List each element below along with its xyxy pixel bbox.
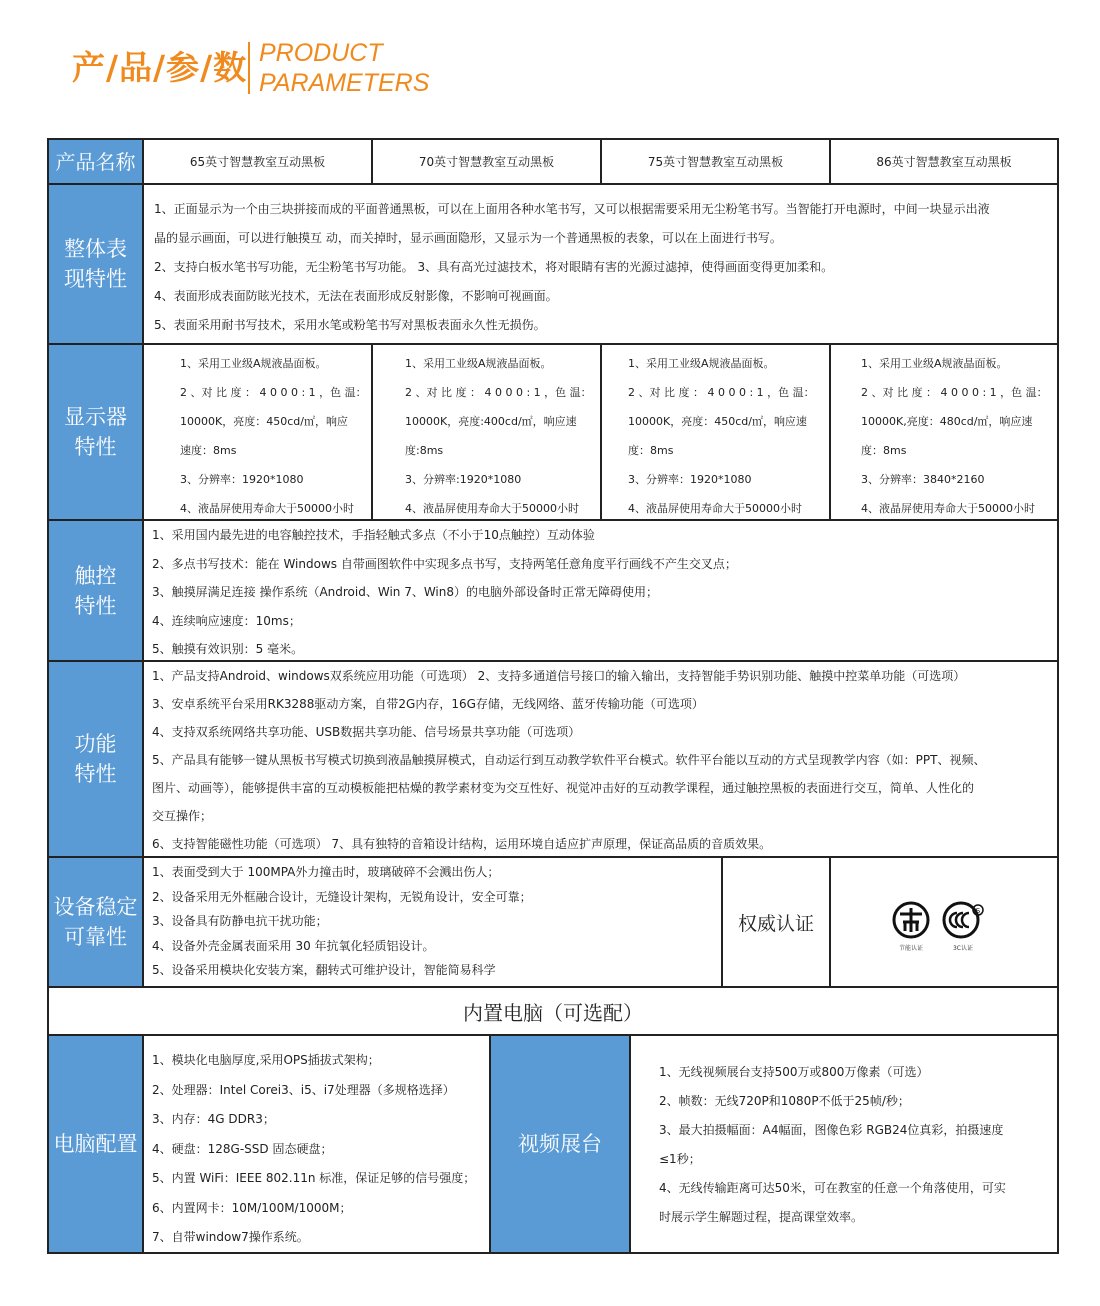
computer-line: 3、内存：4G DDR3； [152, 1112, 275, 1126]
display-line: 2 、对 比 度 ： 4 0 0 0 : 1 ，色 温： [628, 386, 815, 399]
cert-label: 权威认证 [723, 858, 831, 988]
touch-line: 5、触摸有效识别：5 毫米。 [152, 642, 304, 656]
touch-line: 4、连续响应速度：10ms； [152, 613, 301, 628]
overall-line: 1、正面显示为一个由三块拼接而成的平面普通黑板，可以在上面用各种水笔书写，又可以根据需要采用无尘粉笔书写。当智能打开电源时，中间一块显示出液 [154, 202, 990, 216]
function-line: 1、产品支持Android、windows双系统应用功能（可选项） 2、支持多通道信号接口的输入输出，支持智能手势识别功能、触摸中控菜单功能（可选项） [152, 669, 966, 683]
product-name-70: 70英寸智慧教室互动黑板 [373, 140, 602, 185]
video-line: 时展示学生解题过程，提高课堂效率。 [659, 1210, 864, 1224]
overall-content [144, 185, 1057, 345]
function-line: 5、产品具有能够一键从黑板书写模式切换到液晶触摸屏模式，自动运行到互动教学软件平台模式。软件平台能以互动的方式呈现教学内容（如：PPT、视频、 [152, 753, 986, 767]
computer-line: 4、硬盘：128G-SSD 固态硬盘； [152, 1141, 333, 1156]
overall-line: 2、支持白板水笔书写功能，无尘粉笔书写功能。 3、具有高光过滤技术，将对眼睛有害的光源过滤掉，使得画面变得更加柔和。 [154, 260, 834, 274]
overall-line: 5、表面采用耐书写技术，采用水笔或粉笔书写对黑板表面永久性无损伤。 [154, 318, 546, 332]
display-line: 2 、对 比 度 ： 4 0 0 0 : 1 ，色 温： [861, 386, 1048, 399]
video-line: 4、无线传输距离可达50米，可在教室的任意一个角落使用，可实 [659, 1181, 1006, 1195]
display-line: 度：8ms [628, 444, 674, 457]
computer-line: 6、内置网卡：10M/100M/1000M； [152, 1200, 352, 1215]
3c-cert-icon [941, 900, 985, 940]
display-line: 10000K,亮度：480cd/㎡，响应速 [861, 415, 1033, 428]
display-col-75 [602, 345, 831, 521]
stability-line: 4、设备外壳金属表面采用 30 年抗氧化轻质铝设计。 [152, 938, 435, 953]
computer-line: 1、模块化电脑厚度,采用OPS插拔式架构； [152, 1053, 380, 1067]
parameters-table [47, 138, 1059, 1254]
display-line: 速度：8ms [180, 444, 237, 457]
display-line: 3、分辨率：1920*1080 [180, 473, 304, 486]
stability-line: 1、表面受到大于 100MPA外力撞击时，玻璃破碎不会溅出伤人； [152, 865, 500, 879]
display-line: 1、采用工业级A规液晶面板。 [405, 357, 552, 370]
display-line: 3、分辨率:1920*1080 [405, 473, 522, 486]
function-label: 功能特性 [49, 662, 144, 858]
function-line: 图片、动画等），能够提供丰富的互动模板能把枯燥的教学素材变为交互性好、视觉冲击好的互动教学课程，通过触控黑板的表面进行交互，简单、人性化的 [152, 781, 975, 795]
function-content [144, 662, 1057, 858]
function-line: 3、安卓系统平台采用RK3288驱动方案，自带2G内存，16G存储，无线网络、蓝牙传输功能（可选项） [152, 697, 704, 711]
product-name-86: 86英寸智慧教室互动黑板 [831, 140, 1057, 185]
display-line: 度：8ms [861, 444, 907, 457]
display-line: 4、液晶屏使用寿命大于50000小时 [628, 502, 802, 515]
touch-content [144, 521, 1057, 662]
video-line: 1、无线视频展台支持500万或800万像素（可选） [659, 1065, 929, 1079]
function-line: 4、支持双系统网络共享功能、USB数据共享功能、信号场景共享功能（可选项） [152, 725, 581, 739]
display-line: 1、采用工业级A规液晶面板。 [180, 357, 327, 370]
display-col-65 [144, 345, 373, 521]
energy-saving-cert-caption: 节能认证 [898, 945, 923, 952]
computer-line: 2、处理器：Intel Corei3、i5、i7处理器（多规格选择） [152, 1082, 455, 1097]
cert-logos [831, 858, 1057, 988]
builtin-computer-title: 内置电脑（可选配） [49, 988, 1057, 1036]
function-line: 6、支持智能磁性功能（可选项） 7、具有独特的音箱设计结构，运用环境自适应扩声原理，保证高品质的音质效果。 [152, 837, 772, 851]
video-line: 2、帧数：无线720P和1080P不低于25帧/秒； [659, 1094, 910, 1108]
display-line: 2 、对 比 度 ： 4 0 0 0 : 1 ，色 温： [180, 386, 367, 399]
display-col-86 [831, 345, 1057, 521]
function-line: 交互操作； [152, 809, 213, 823]
page-title-en-line2: PARAMETERS [259, 69, 430, 97]
overall-line: 4、表面形成表面防眩光技术，无法在表面形成反射影像，不影响可视画面。 [154, 289, 558, 303]
stability-line: 3、设备具有防静电抗干扰功能； [152, 914, 328, 928]
video-content [631, 1036, 1057, 1252]
stability-line: 2、设备采用无外框融合设计，无缝设计架构，无锐角设计，安全可靠； [152, 889, 532, 904]
display-line: 4、液晶屏使用寿命大于50000小时 [180, 502, 354, 515]
product-name-label: 产品名称 [49, 140, 144, 185]
video-line: ≤1秒； [659, 1152, 701, 1166]
computer-line: 5、内置 WiFi：IEEE 802.11n 标准，保证足够的信号强度； [152, 1171, 476, 1185]
computer-content [144, 1036, 491, 1252]
display-line: 10000K，亮度：450cd/㎡，响应速 [628, 415, 807, 428]
page-title-en [259, 38, 429, 98]
stability-label: 设备稳定可靠性 [49, 858, 144, 988]
page-title-zh: 产/品/参/数 [72, 48, 248, 87]
display-line: 4、液晶屏使用寿命大于50000小时 [405, 502, 579, 515]
touch-line: 3、触摸屏满足连接 操作系统（Android、Win 7、Win8）的电脑外部设备时正常无障碍使用； [152, 585, 659, 599]
display-col-70 [373, 345, 602, 521]
stability-content [144, 858, 723, 988]
display-line: 10000K，亮度:400cd/㎡，响应速 [405, 415, 577, 428]
energy-saving-cert-icon [891, 900, 931, 940]
display-line: 4、液晶屏使用寿命大于50000小时 [861, 502, 1035, 515]
display-line: 1、采用工业级A规液晶面板。 [628, 357, 775, 370]
3c-cert-caption: 3C认证 [952, 945, 973, 952]
display-line: 10000K，亮度：450cd/㎡，响应 [180, 415, 348, 428]
video-line: 3、最大拍摄幅面：A4幅面，图像色彩 RGB24位真彩，拍摄速度 [659, 1123, 1004, 1137]
product-name-75: 75英寸智慧教室互动黑板 [602, 140, 831, 185]
touch-label: 触控特性 [49, 521, 144, 662]
stability-line: 5、设备采用模块化安装方案，翻转式可维护设计，智能简易科学 [152, 963, 496, 977]
overall-lines [154, 195, 990, 340]
page-title-en-line1: PRODUCT [259, 39, 383, 67]
display-line: 3、分辨率：3840*2160 [861, 473, 985, 486]
display-line: 度:8ms [405, 444, 444, 457]
touch-line: 2、多点书写技术：能在 Windows 自带画图软件中实现多点书写，支持两笔任意角度平行画线不产生交叉点； [152, 556, 737, 571]
display-line: 3、分辨率：1920*1080 [628, 473, 752, 486]
3c-cert [941, 900, 985, 952]
title-divider [248, 42, 250, 94]
display-line: 2 、对 比 度 ： 4 0 0 0 : 1 ，色 温： [405, 386, 592, 399]
svg-text:S: S [975, 907, 981, 915]
display-line: 1、采用工业级A规液晶面板。 [861, 357, 1008, 370]
touch-line: 1、采用国内最先进的电容触控技术，手指轻触式多点（不小于10点触控）互动体验 [152, 528, 595, 542]
overall-label: 整体表现特性 [49, 185, 144, 345]
energy-saving-cert [891, 900, 931, 952]
display-label: 显示器特性 [49, 345, 144, 521]
video-label: 视频展台 [491, 1036, 631, 1252]
overall-line: 晶的显示画面，可以进行触摸互 动，而关掉时，显示画面隐形，又显示为一个普通黑板的表象，可以在上面进行书写。 [154, 231, 782, 245]
product-name-65: 65英寸智慧教室互动黑板 [144, 140, 373, 185]
computer-line: 7、自带window7操作系统。 [152, 1230, 309, 1244]
computer-label: 电脑配置 [49, 1036, 144, 1252]
